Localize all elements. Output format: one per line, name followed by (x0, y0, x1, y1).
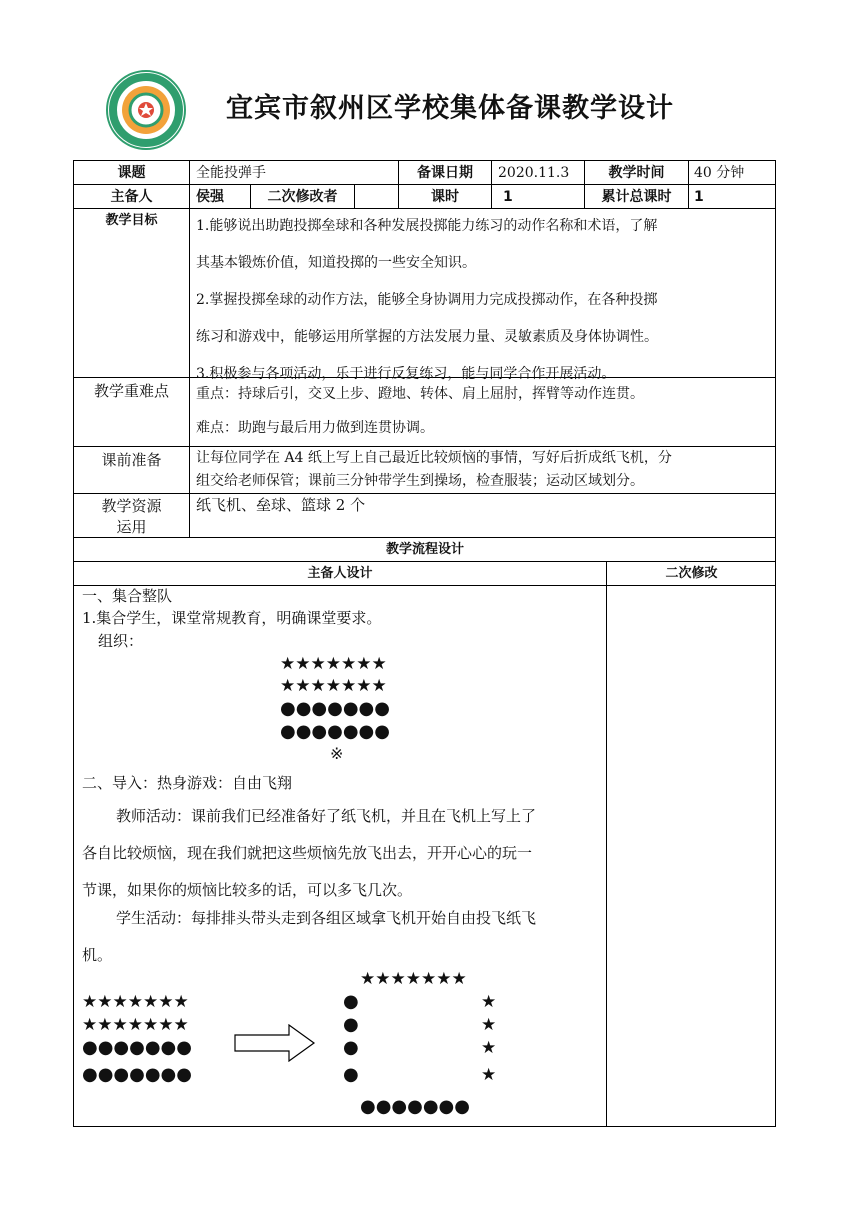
formation-bottom-dots: ●●●●●●● (360, 1096, 470, 1117)
prep-line: 组交给老师保管；课前三分钟带学生到操场，检查服装；运动区域划分。 (196, 473, 644, 489)
col-main-header: 主备人设计 (307, 566, 373, 581)
period-value: 1 (503, 189, 513, 205)
revisor-label: 二次修改者 (267, 189, 338, 205)
formation-row-stars: ★★★★★★★ (82, 992, 189, 1012)
resources-label: 教学资源 运用 (101, 497, 162, 536)
objective-line: 其基本锻炼价值，知道投掷的一些安全知识。 (196, 255, 476, 271)
objective-line: 2.掌握投掷垒球的动作方法，能够全身协调用力完成投掷动作，在各种投掷 (196, 292, 658, 308)
side-star: ★ (481, 1015, 497, 1035)
formation-row-stars: ★★★★★★★ (280, 676, 387, 696)
side-dot: ● (343, 1037, 359, 1058)
formation-row-stars: ★★★★★★★ (82, 1015, 189, 1035)
objective-line: 练习和游戏中，能够运用所掌握的方法发展力量、灵敏素质及身体协调性。 (196, 329, 658, 345)
page-title: 宜宾市叙州区学校集体备课教学设计 (226, 93, 674, 124)
side-star: ★ (481, 1038, 497, 1058)
keypoint-line: 重点：持球后引，交叉上步、蹬地、转体、肩上屈肘，挥臂等动作连贯。 (196, 386, 644, 402)
prep-line: 让每位同学在 A4 纸上写上自己最近比较烦恼的事情，写好后折成纸飞机，分 (196, 450, 672, 466)
side-star: ★ (481, 1065, 497, 1085)
col-revision-header: 二次修改 (665, 566, 718, 581)
keypoints-label: 教学重难点 (93, 382, 169, 400)
prep-label: 课前准备 (101, 451, 162, 469)
teacher-activity (82, 798, 602, 909)
formation-row-dots: ●●●●●●● (280, 698, 390, 719)
time-value: 40 分钟 (694, 165, 745, 181)
keypoints-text (196, 377, 774, 445)
section-1-title: 一、集合整队 (82, 587, 173, 605)
date-label: 备课日期 (417, 165, 473, 181)
formation-row-dots: ●●●●●●● (82, 1064, 192, 1085)
objective-line: 3.积极参与各项活动，乐于进行反复练习，能与同学合作开展活动。 (196, 366, 616, 382)
organization-label: 组织： (98, 632, 144, 650)
objective-line: 1.能够说出助跑投掷垒球和各种发展投掷能力练习的动作名称和术语，了解 (196, 218, 658, 234)
student-line: 机。 (82, 946, 113, 964)
keypoint-line: 难点：助跑与最后用力做到连贯协调。 (196, 420, 434, 436)
teacher-mark: ※ (330, 744, 344, 763)
period-label: 课时 (431, 189, 459, 205)
resources-value: 纸飞机、垒球、篮球 2 个 (196, 496, 366, 514)
section-1-item: 1.集合学生，课堂常规教育，明确课堂要求。 (82, 609, 382, 627)
student-line: 学生活动：每排排头带头走到各组区域拿飞机开始自由投飞纸飞 (116, 909, 537, 927)
topic-label: 课题 (117, 165, 146, 181)
flow-title: 教学流程设计 (385, 542, 464, 557)
topic-value: 全能投弹手 (196, 165, 266, 181)
section-2-title: 二、导入：热身游戏：自由飞翔 (82, 774, 293, 792)
side-dot: ● (343, 1064, 359, 1085)
time-label: 教学时间 (608, 165, 665, 181)
prep-text (196, 447, 774, 493)
author-value: 侯强 (196, 189, 224, 205)
teacher-line: 教师活动：课前我们已经准备好了纸飞机，并且在飞机上写上了 (116, 807, 537, 825)
formation-row-dots: ●●●●●●● (82, 1037, 192, 1058)
author-label: 主备人 (110, 189, 153, 205)
formation-top-stars: ★★★★★★★ (360, 969, 467, 989)
formation-row-stars: ★★★★★★★ (280, 654, 387, 674)
student-activity (82, 900, 602, 974)
arrow-right-icon (234, 1024, 316, 1062)
formation-row-dots: ●●●●●●● (280, 721, 390, 742)
teacher-line: 各自比较烦恼，现在我们就把这些烦恼先放飞出去，开开心心的玩一 (82, 844, 533, 862)
total-label: 累计总课时 (601, 189, 672, 205)
objectives-text (196, 208, 774, 393)
side-star: ★ (481, 992, 497, 1012)
date-value: 2020.11.3 (498, 165, 570, 181)
side-dot: ● (343, 1014, 359, 1035)
objectives-label: 教学目标 (105, 213, 158, 228)
teacher-line: 节课，如果你的烦恼比较多的话，可以多飞几次。 (82, 881, 413, 899)
total-value: 1 (694, 189, 704, 205)
side-dot: ● (343, 991, 359, 1012)
school-logo (106, 70, 186, 150)
